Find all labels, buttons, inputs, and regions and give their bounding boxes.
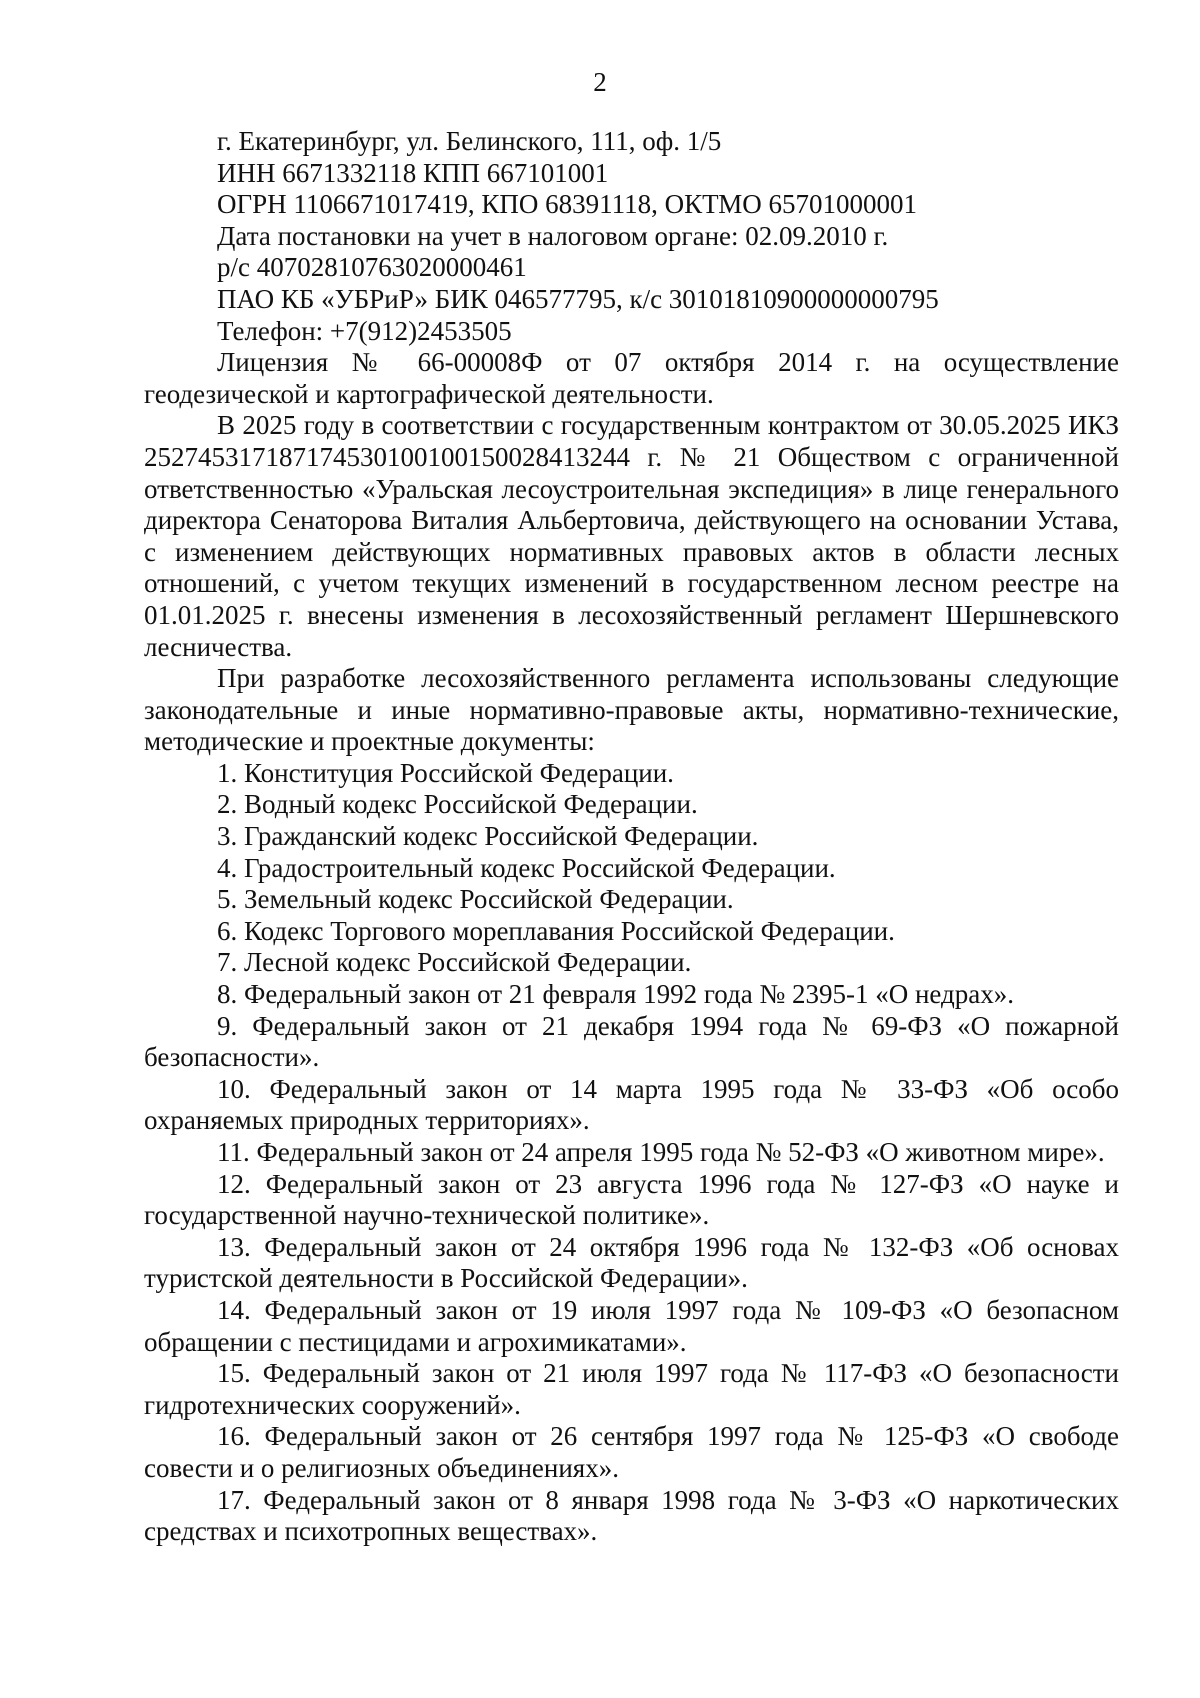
list-item: 6. Кодекс Торгового мореплавания Российской Федерации. [217, 915, 895, 946]
list-item: 11. Федеральный закон от 24 апреля 1995 года № 52-ФЗ «О животном мире». [217, 1137, 1105, 1167]
legal-acts-intro: При разработке лесохозяйственного регламента использованы следующие законодательные и иные нормативно-правовые акты, нормативно-технические, методические и проектные документы: [144, 663, 1119, 757]
requisite-bank-account: р/с 40702810763020000461 [217, 252, 527, 283]
requisite-phone: Телефон: +7(912)2453505 [217, 315, 512, 346]
list-item: 1. Конституция Российской Федерации. [217, 757, 674, 788]
list-item: 12. Федеральный закон от 23 августа 1996 года № 127-ФЗ «О науке и государственной научно-технической политике». [144, 1168, 1119, 1231]
list-item: 2. Водный кодекс Российской Федерации. [217, 789, 698, 820]
license-paragraph: Лицензия № 66-00008Ф от 07 октября 2014 г. на осуществление геодезической и картографической деятельности. [144, 347, 1119, 409]
list-item: 3. Гражданский кодекс Российской Федерации. [217, 821, 759, 852]
list-item: 7. Лесной кодекс Российской Федерации. [217, 947, 692, 978]
requisite-inn-kpp: ИНН 6671332118 КПП 667101001 [217, 157, 609, 188]
list-item: 17. Федеральный закон от 8 января 1998 года № 3-ФЗ «О наркотических средствах и психотропных веществах». [144, 1484, 1119, 1547]
list-item: 9. Федеральный закон от 21 декабря 1994 года № 69-ФЗ «О пожарной безопасности». [144, 1010, 1119, 1073]
list-item: 5. Земельный кодекс Российской Федерации. [217, 884, 734, 915]
list-item: 16. Федеральный закон от 26 сентября 1997 года № 125-ФЗ «О свободе совести и о религиозных объединениях». [144, 1421, 1119, 1483]
list-item: 8. Федеральный закон от 21 февраля 1992 года № 2395-1 «О недрах». [217, 979, 1015, 1010]
company-requisites [144, 126, 1119, 347]
requisite-tax-registration-date: Дата постановки на учет в налоговом органе: 02.09.2010 г. [217, 220, 889, 251]
requisite-ogrn: ОГРН 1106671017419, КПО 68391118, ОКТМО 65701000001 [217, 189, 918, 220]
list-item: 15. Федеральный закон от 21 июля 1997 года № 117-ФЗ «О безопасности гидротехнических сооружений». [144, 1358, 1119, 1420]
changes-paragraph: В 2025 году в соответствии с государственным контрактом от 30.05.2025 ИКЗ 252745317187174530100100150028413244 г. № 21 Обществом с ограниченной ответственностью «Уральская лесоустроительная экспедиция» в лице генерального директора Сенаторова Виталия Альбертовича, действующего на основании Устава, с изменением действующих нормативных правовых актов в области лесных отношений, с учетом текущих изменений в государственном лесном реестре на 01.01.2025 г. внесены изменения в лесохозяйственный регламент Шершневского лесничества. [144, 410, 1119, 662]
requisite-address: г. Екатеринбург, ул. Белинского, 111, оф. 1/5 [217, 126, 722, 156]
page-number: 2 [593, 67, 607, 97]
document-body [144, 126, 1119, 1548]
legal-acts-list [144, 758, 1119, 1548]
requisite-bank: ПАО КБ «УБРиР» БИК 046577795, к/с 30101810900000000795 [217, 283, 939, 314]
list-item: 4. Градостроительный кодекс Российской Федерации. [217, 852, 836, 883]
list-item: 14. Федеральный закон от 19 июля 1997 года № 109-ФЗ «О безопасном обращении с пестицидами и агрохимикатами». [144, 1294, 1119, 1357]
list-item: 10. Федеральный закон от 14 марта 1995 года № 33-ФЗ «Об особо охраняемых природных территориях». [144, 1073, 1119, 1136]
list-item: 13. Федеральный закон от 24 октября 1996 года № 132-ФЗ «Об основах туристской деятельности в Российской Федерации». [144, 1231, 1119, 1294]
